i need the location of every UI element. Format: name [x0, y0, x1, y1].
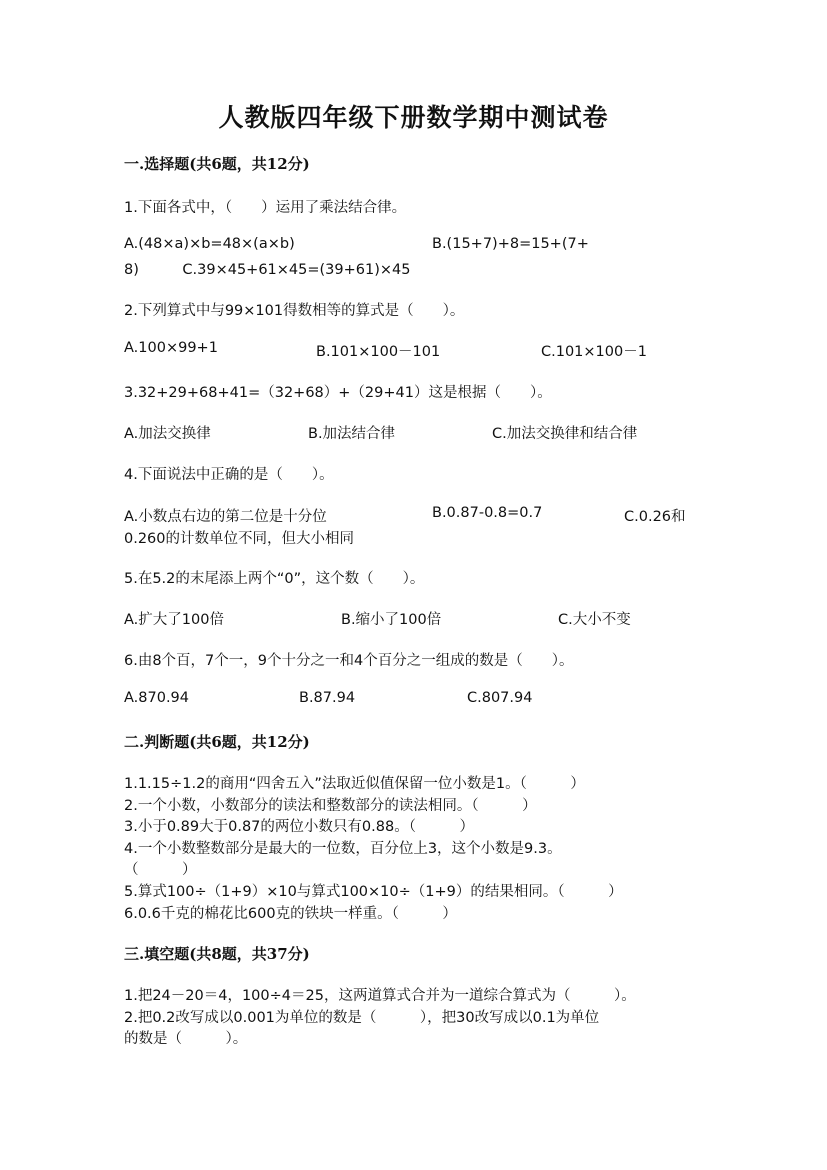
section-header-choice: 一.选择题(共6题，共12分) [124, 155, 310, 173]
question-5-option-c: C.大小不变 [558, 612, 631, 628]
judgment-item: 2.一个小数，小数部分的读法和整数部分的读法相同。（ ） [124, 798, 537, 814]
section-header-fill-in: 三.填空题(共8题，共37分) [124, 945, 310, 963]
fill-in-item-continued: 的数是（ ）。 [124, 1031, 248, 1047]
question-4-option-c-continued: 0.260的计数单位不同，但大小相同 [124, 531, 355, 547]
judgment-item-continued: （ ） [124, 862, 197, 878]
question-4-option-b: B.0.87-0.8=0.7 [432, 505, 543, 521]
question-6-option-c: C.807.94 [467, 690, 533, 706]
question-3-option-c: C.加法交换律和结合律 [492, 426, 638, 442]
question-1-option-c: 8) C.39×45+61×45=(39+61)×45 [124, 262, 411, 278]
question-6-stem: 6.由8个百，7个一，9个十分之一和4个百分之一组成的数是（ ）。 [124, 653, 574, 669]
question-5-option-b: B.缩小了100倍 [341, 612, 442, 628]
judgment-item: 4.一个小数整数部分是最大的一位数，百分位上3，这个小数是9.3。 [124, 841, 562, 857]
question-1-stem: 1.下面各式中，（ ）运用了乘法结合律。 [124, 200, 407, 216]
question-3-option-a: A.加法交换律 [124, 426, 211, 442]
question-2-option-a: A.100×99+1 [124, 340, 218, 356]
question-4-option-c: C.0.26和 [624, 509, 686, 525]
question-2-option-b: B.101×100－101 [316, 344, 441, 360]
judgment-item: 5.算式100÷（1+9）×10与算式100×10÷（1+9）的结果相同。（ ） [124, 884, 623, 900]
judgment-item: 6.0.6千克的棉花比600克的铁块一样重。（ ） [124, 906, 457, 922]
question-6-option-a: A.870.94 [124, 690, 190, 706]
question-5-stem: 5.在5.2的末尾添上两个“0”，这个数（ ）。 [124, 571, 425, 587]
question-2-option-c: C.101×100－1 [541, 344, 647, 360]
question-2-stem: 2.下列算式中与99×101得数相等的算式是（ ）。 [124, 303, 465, 319]
question-1-option-b: B.(15+7)+8=15+(7+ [432, 236, 589, 252]
fill-in-item: 2.把0.2改写成以0.001为单位的数是（ ），把30改写成以0.1为单位 [124, 1010, 600, 1026]
question-5-option-a: A.扩大了100倍 [124, 612, 224, 628]
question-1-option-a: A.(48×a)×b=48×(a×b) [124, 236, 295, 252]
question-3-stem: 3.32+29+68+41=（32+68）+（29+41）这是根据（ ）。 [124, 385, 552, 401]
question-6-option-b: B.87.94 [299, 690, 356, 706]
question-4-option-a: A.小数点右边的第二位是十分位 [124, 509, 327, 525]
section-header-judgment: 二.判断题(共6题，共12分) [124, 733, 310, 751]
fill-in-item: 1.把24－20＝4，100÷4＝25，这两道算式合并为一道综合算式为（ ）。 [124, 988, 636, 1004]
exam-title: 人教版四年级下册数学期中测试卷 [218, 103, 609, 132]
question-4-stem: 4.下面说法中正确的是（ ）。 [124, 467, 334, 483]
judgment-item: 3.小于0.89大于0.87的两位小数只有0.88。（ ） [124, 819, 474, 835]
question-3-option-b: B.加法结合律 [308, 426, 396, 442]
judgment-item: 1.1.15÷1.2的商用“四舍五入”法取近似值保留一位小数是1。（ ） [124, 776, 585, 792]
